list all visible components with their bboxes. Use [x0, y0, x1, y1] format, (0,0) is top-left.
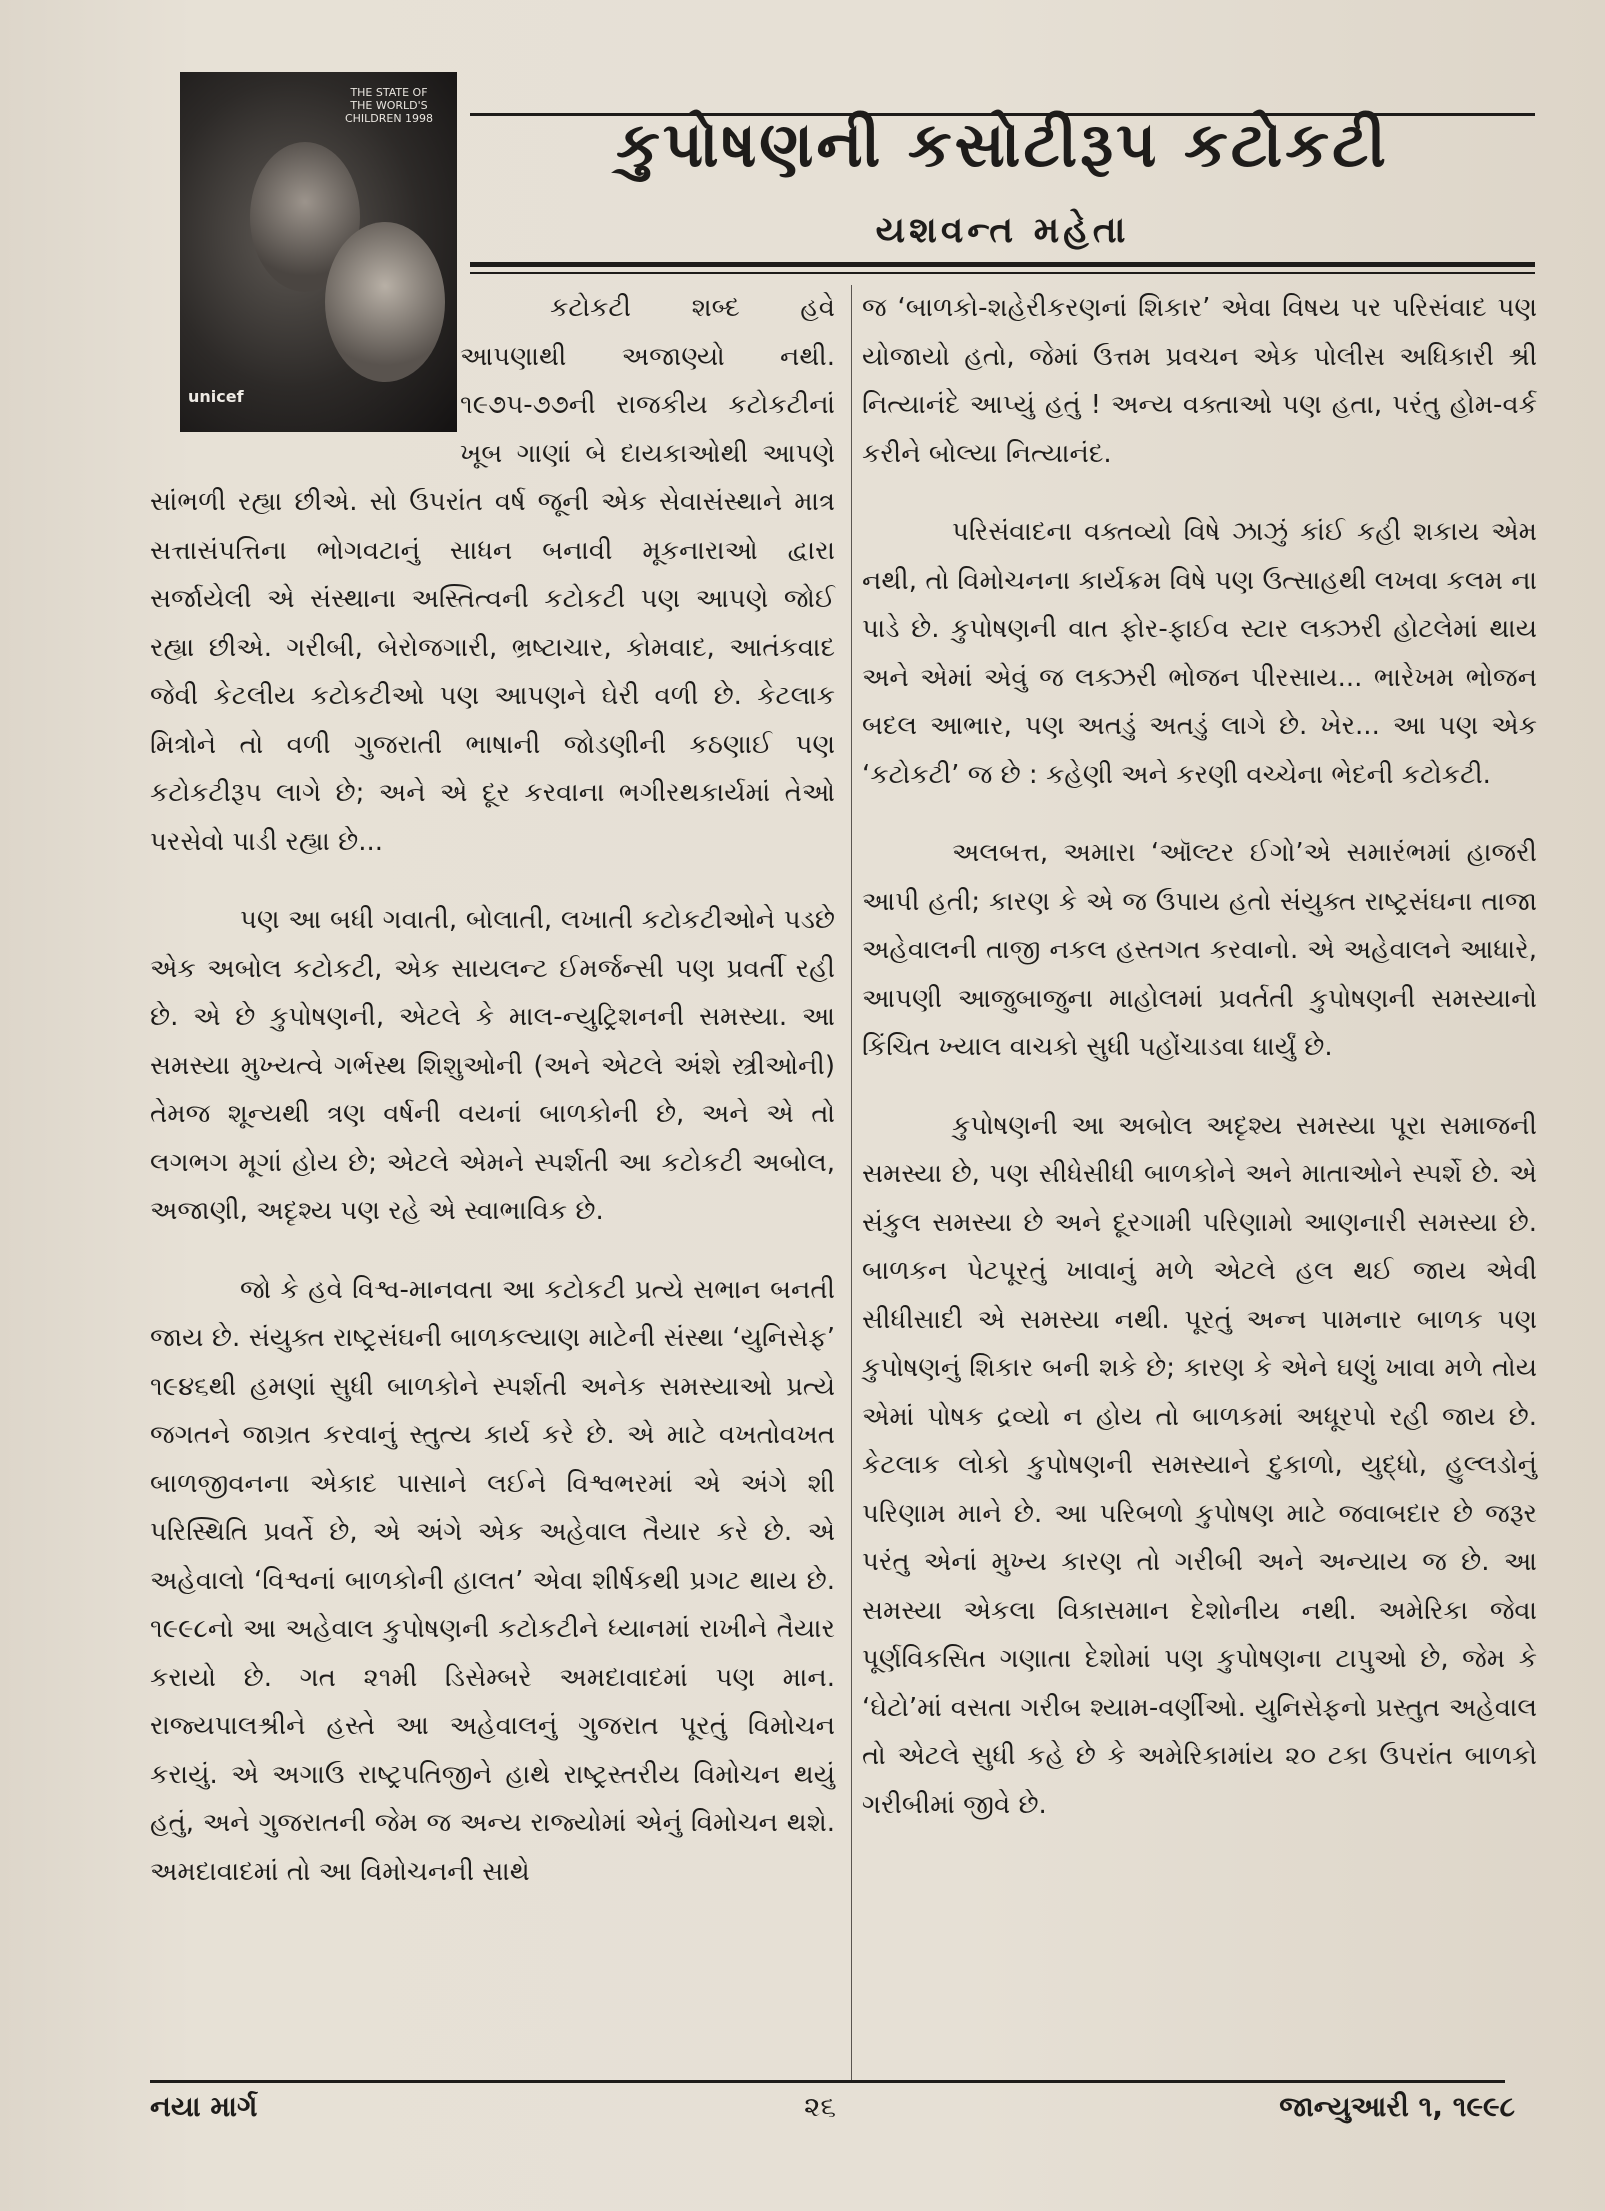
left-column	[150, 284, 835, 1896]
paragraph: જો કે હવે વિશ્વ-માનવતા આ કટોકટી પ્રત્યે સભાન બનતી જાય છે. સંયુક્ત રાષ્ટ્રસંઘની બાળકલ્યાણ માટેની સંસ્થા ‘યુનિસેફ’ ૧૯૪૬થી હમણાં સુધી બાળકોને સ્પર્શતી અનેક સમસ્યાઓ પ્રત્યે જગતને જાગ્રત કરવાનું સ્તુત્ય કાર્ય કરે છે. એ માટે વખતોવખત બાળજીવનના એકાદ પાસાને લઈને વિશ્વભરમાં એ અંગે શી પરિસ્થિતિ પ્રવર્તે છે, એ અંગે એક અહેવાલ તૈયાર કરે છે. એ અહેવાલો ‘વિશ્વનાં બાળકોની હાલત’ એવા શીર્ષકથી પ્રગટ થાય છે. ૧૯૯૮નો આ અહેવાલ કુપોષણની કટોકટીને ધ્યાનમાં રાખીને તૈયાર કરાયો છે. ગત ૨૧મી ડિસેમ્બરે અમદાવાદમાં પણ માન. રાજ્યપાલશ્રીને હસ્તે આ અહેવાલનું ગુજરાત પૂરતું વિમોચન કરાયું. એ અગાઉ રાષ્ટ્રપતિજીને હાથે રાષ્ટ્રસ્તરીય વિમોચન થયું હતું, અને ગુજરાતની જેમ જ અન્ય રાજ્યોમાં એનું વિમોચન થશે. અમદાવાદમાં તો આ વિમોચનની સાથે	[150, 1274, 835, 1887]
paragraph: કટોકટી શબ્દ હવે આપણાથી અજાણ્યો નથી. ૧૯૭૫-૭૭ની રાજકીય કટોકટીનાં ખૂબ ગાણાં બે દાયકાઓથી આપણે સાંભળી રહ્યા છીએ. સો ઉપરાંત વર્ષ જૂની એક સેવાસંસ્થાને માત્ર સત્તાસંપત્તિના ભોગવટાનું સાધન બનાવી મૂકનારાઓ દ્વારા સર્જાયેલી એ સંસ્થાના અસ્તિત્વની કટોકટી પણ આપણે જોઈ રહ્યા છીએ. ગરીબી, બેરોજગારી, ભ્રષ્ટાચાર, કોમવાદ, આતંકવાદ જેવી કેટલીય કટોકટીઓ પણ આપણને ઘેરી વળી છે. કેટલાક મિત્રોને તો વળી ગુજરાતી ભાષાની જોડણીની કઠણાઈ પણ કટોકટીરૂપ લાગે છે; અને એ દૂર કરવાના ભગીરથકાર્યમાં તેઓ પરસેવો પાડી રહ્યા છે...	[150, 293, 835, 857]
issue-date: જાન્યુઆરી ૧, ૧૯૯૮	[1279, 2090, 1515, 2123]
paragraph: પરિસંવાદના વક્તવ્યો વિષે ઝાઝું કાંઈ કહી શકાય એમ નથી, તો વિમોચનના કાર્યક્રમ વિષે પણ ઉત્સાહથી લખવા કલમ ના પાડે છે. કુપોષણની વાત ફોર-ફાઈવ સ્ટાર લક્ઝરી હોટલેમાં થાય અને એમાં એવું જ લક્ઝરી ભોજન પીરસાય... ભારેખમ ભોજન બદલ આભાર, પણ અતડું અતડું લાગે છે. ખેર... આ પણ એક ‘કટોકટી’ જ છે : કહેણી અને કરણી વચ્ચેના ભેદની કટોકટી.	[862, 517, 1537, 790]
publication-name: નયા માર્ગ	[150, 2090, 258, 2123]
paragraph: અલબત્ત, અમારા ‘ઑલ્ટર ઈગો’એ સમારંભમાં હાજરી આપી હતી; કારણ કે એ જ ઉપાય હતો સંયુક્ત રાષ્ટ્રસંઘના તાજા અહેવાલની તાજી નકલ હસ્તગત કરવાનો. એ અહેવાલને આધારે, આપણી આજુબાજુના માહોલમાં પ્રવર્તતી કુપોષણની સમસ્યાનો કિંચિત ખ્યાલ વાચકો સુધી પહોંચાડવા ધાર્યું છે.	[862, 838, 1537, 1062]
paragraph: જ ‘બાળકો-શહેરીકરણનાં શિકાર’ એવા વિષય પર પરિસંવાદ પણ યોજાયો હતો, જેમાં ઉત્તમ પ્રવચન એક પોલીસ અધિકારી શ્રી નિત્યાનંદે આપ્યું હતું ! અન્ય વક્તાઓ પણ હતા, પરંતુ હોમ-વર્ક કરીને બોલ્યા નિત્યાનંદ.	[862, 293, 1537, 469]
paragraph: કુપોષણની આ અબોલ અદૃશ્ય સમસ્યા પૂરા સમાજની સમસ્યા છે, પણ સીધેસીધી બાળકોને અને માતાઓને સ્પર્શે છે. એ સંકુલ સમસ્યા છે અને દૂરગામી પરિણામો આણનારી સમસ્યા છે. બાળકન પેટપૂરતું ખાવાનું મળે એટલે હલ થઈ જાય એવી સીધીસાદી એ સમસ્યા નથી. પૂરતું અન્ન પામનાર બાળક પણ કુપોષણનું શિકાર બની શકે છે; કારણ કે એને ઘણું ખાવા મળે તોય એમાં પોષક દ્રવ્યો ન હોય તો બાળકમાં અધૂરપો રહી જાય છે. કેટલાક લોકો કુપોષણની સમસ્યાને દુકાળો, યુદ્ધો, હુલ્લડોનું પરિણામ માને છે. આ પરિબળો કુપોષણ માટે જવાબદાર છે જરૂર પરંતુ એનાં મુખ્ય કારણ તો ગરીબી અને અન્યાય જ છે. આ સમસ્યા એકલા વિકાસમાન દેશોનીય નથી. અમેરિકા જેવા પૂર્ણવિકસિત ગણાતા દેશોમાં પણ કુપોષણના ટાપુઓ છે, જેમ કે ‘ઘેટો’માં વસતા ગરીબ શ્યામ-વર્ણીઓ. યુનિસેફનો પ્રસ્તુત અહેવાલ તો એટલે સુધી કહે છે કે અમેરિકામાંય ૨૦ ટકા ઉપરાંત બાળકો ગરીબીમાં જીવે છે.	[862, 1110, 1537, 1820]
header-thick-rule	[470, 262, 1535, 267]
photo-wrap-space	[150, 284, 460, 452]
photo-book-title: THE STATE OF THE WORLD'S CHILDREN 1998	[344, 86, 434, 125]
page-number: ૨૬	[803, 2090, 837, 2123]
article-author: યશવન્ત મહેતા	[875, 210, 1130, 251]
unicef-logo: unicef	[188, 387, 244, 406]
article-title: કુપોષણની કસોટીરૂપ કટોકટી	[616, 108, 1389, 181]
right-column	[862, 284, 1537, 1829]
column-divider	[851, 285, 852, 2080]
paragraph: પણ આ બધી ગવાતી, બોલાતી, લખાતી કટોકટીઓને પડછે એક અબોલ કટોકટી, એક સાયલન્ટ ઈમર્જન્સી પણ પ્રવર્તી રહી છે. એ છે કુપોષણની, એટલે કે માલ-ન્યુટ્રિશનની સમસ્યા. આ સમસ્યા મુખ્યત્વે ગર્ભસ્થ શિશુઓની (અને એટલે અંશે સ્ત્રીઓની) તેમજ શૂન્યથી ત્રણ વર્ષની વયનાં બાળકોની છે, અને એ તો લગભગ મૂગાં હોય છે; એટલે એમને સ્પર્શતી આ કટોકટી અબોલ, અજાણી, અદૃશ્ય પણ રહે એ સ્વાભાવિક છે.	[150, 905, 835, 1226]
footer-rule	[150, 2080, 1505, 2083]
header-thin-rule	[470, 272, 1535, 274]
